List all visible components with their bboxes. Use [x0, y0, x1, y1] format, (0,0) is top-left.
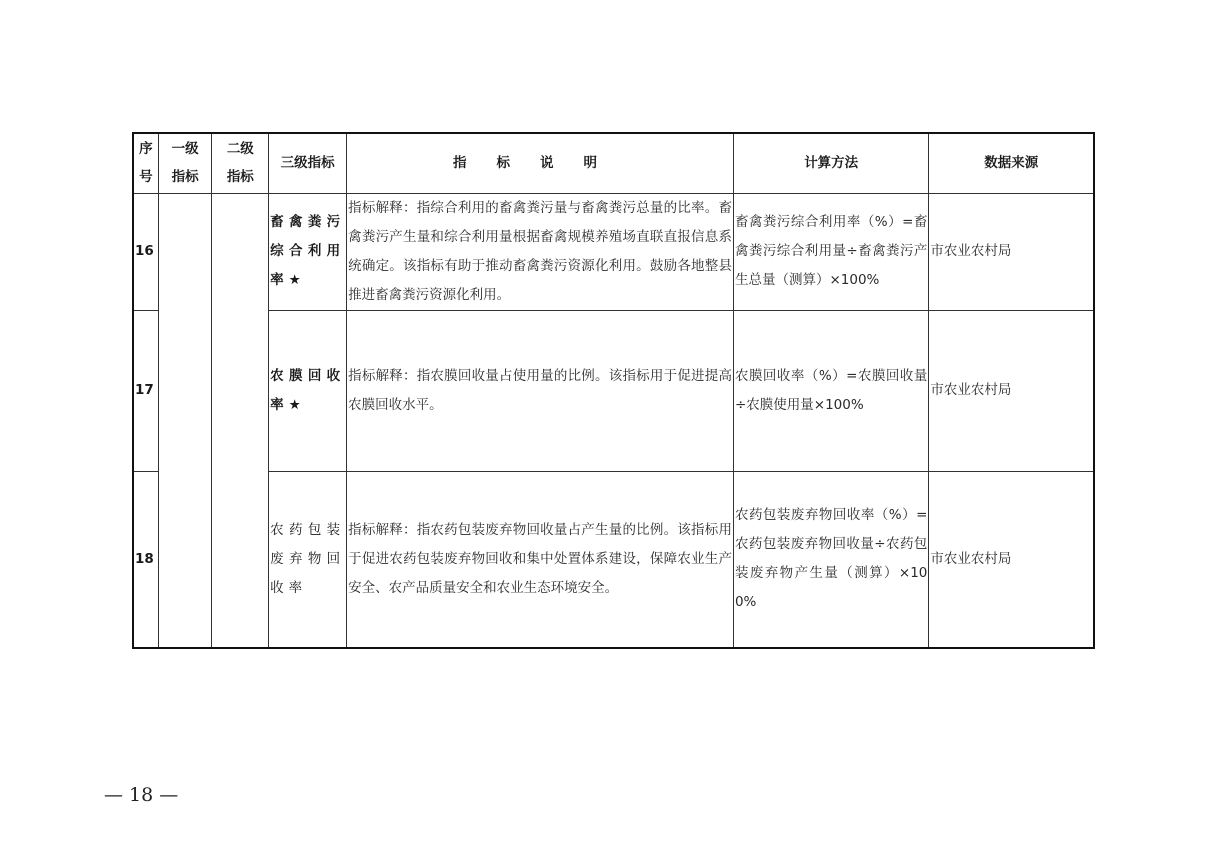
- header-text: 二级: [226, 141, 254, 158]
- description-cell: 指标解释：指农膜回收量占使用量的比例。该指标用于促进提高农膜回收水平。: [347, 310, 734, 471]
- header-serial-number: [133, 133, 158, 193]
- row-number: 18: [133, 471, 158, 648]
- header-level2-indicator: [212, 133, 269, 193]
- description-cell: 指标解释：指综合利用的畜禽粪污量与畜禽粪污总量的比率。畜禽粪污产生量和综合利用量根据畜禽规模养殖场直联直报信息系统确定。该指标有助于推动畜禽粪污资源化利用。鼓励各地整县推进畜禽粪污资源化利用。: [347, 193, 734, 310]
- level3-indicator-name: 农膜回收率★: [270, 367, 346, 413]
- calculation-cell: 农膜回收率（%）=农膜回收量÷农膜使用量×100%: [733, 310, 928, 471]
- page-number: — 18 —: [104, 784, 179, 806]
- header-level3-indicator: 三级指标: [269, 133, 347, 193]
- table-header-row: [133, 133, 1094, 193]
- header-calculation-method: 计算方法: [733, 133, 928, 193]
- calculation-cell: 农药包装废弃物回收率（%）=农药包装废弃物回收量÷农药包装废弃物产生量（测算）×100%: [733, 471, 928, 648]
- header-description: 指标说明: [347, 133, 734, 193]
- header-text: 指标: [226, 169, 254, 186]
- indicator-table: [132, 132, 1095, 649]
- description-cell: 指标解释：指农药包装废弃物回收量占产生量的比例。该指标用于促进农药包装废弃物回收和集中处置体系建设，保障农业生产安全、农产品质量安全和农业生态环境安全。: [347, 471, 734, 648]
- table-row: [133, 193, 1094, 310]
- header-text: 指标: [171, 169, 199, 186]
- header-level1-indicator: [158, 133, 212, 193]
- level3-indicator-name: 畜禽粪污综合利用率★: [270, 214, 346, 288]
- row-number: 16: [133, 193, 158, 310]
- header-text: 一级: [171, 141, 199, 158]
- level1-indicator-cell: [158, 193, 212, 648]
- table-row: [133, 310, 1094, 471]
- data-source-cell: 市农业农村局: [929, 310, 1094, 471]
- header-text: 序: [139, 141, 153, 158]
- data-source-cell: 市农业农村局: [929, 193, 1094, 310]
- level3-indicator-cell: [269, 193, 347, 310]
- level3-indicator-cell: [269, 310, 347, 471]
- calculation-cell: 畜禽粪污综合利用率（%）=畜禽粪污综合利用量÷畜禽粪污产生总量（测算）×100%: [733, 193, 928, 310]
- table-row: [133, 471, 1094, 648]
- level2-indicator-cell: [212, 193, 269, 648]
- header-text: 号: [139, 169, 153, 186]
- level3-indicator-name: 农药包装废弃物回收率: [270, 521, 346, 596]
- data-source-cell: 市农业农村局: [929, 471, 1094, 648]
- level3-indicator-cell: [269, 471, 347, 648]
- row-number: 17: [133, 310, 158, 471]
- header-data-source: 数据来源: [929, 133, 1094, 193]
